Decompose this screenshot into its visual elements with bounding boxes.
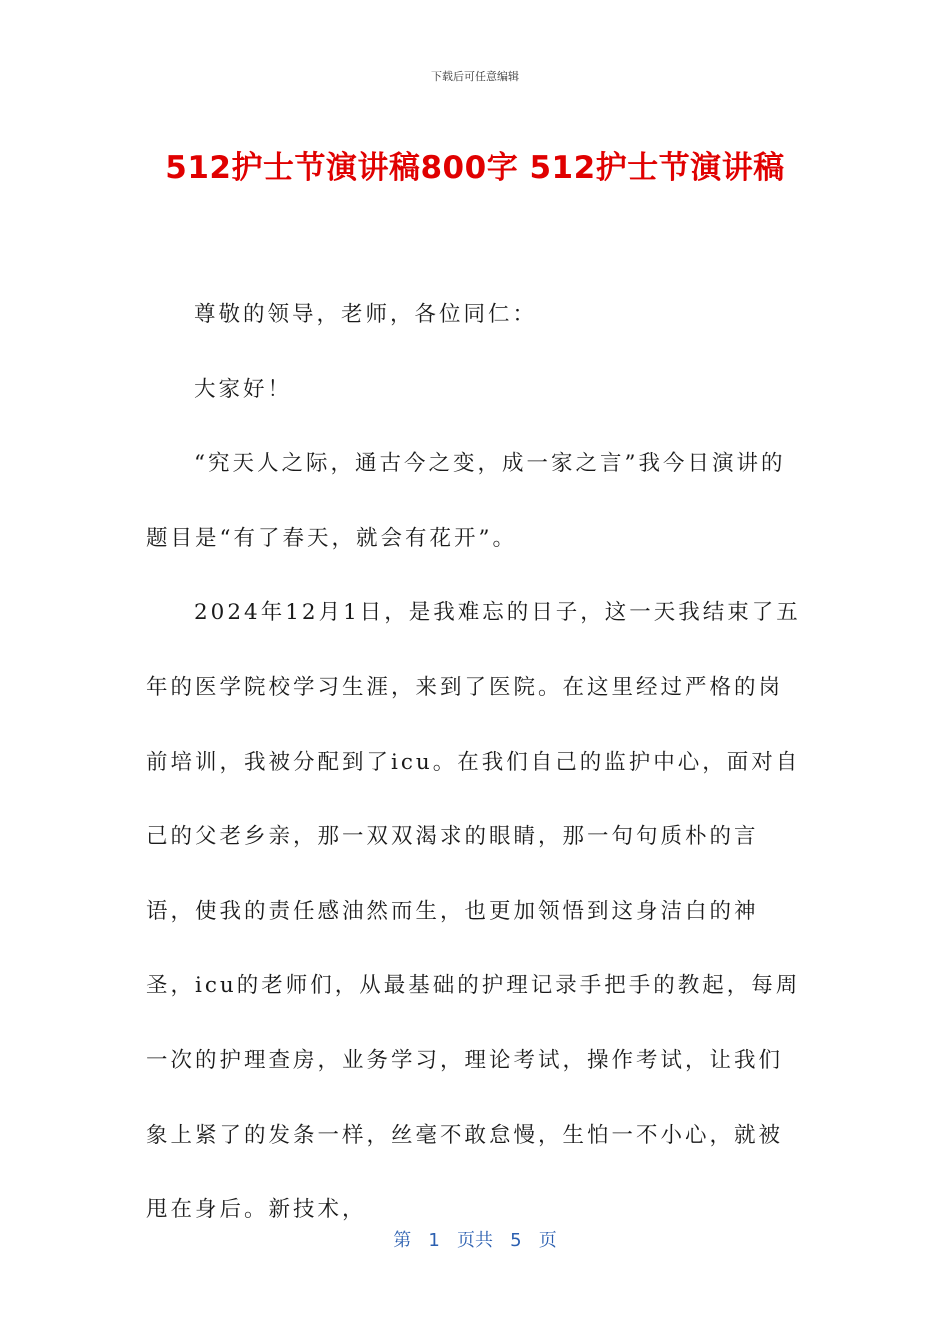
document-title: 512护士节演讲稿800字 512护士节演讲稿 <box>165 150 785 186</box>
current-page-number: 1 <box>428 1230 440 1251</box>
footer-middle: 页共 <box>457 1230 493 1251</box>
footer-prefix: 第 <box>393 1230 412 1251</box>
document-body <box>146 278 806 1248</box>
salutation-paragraph: 尊敬的领导，老师，各位同仁： <box>194 302 538 327</box>
intro-paragraph: “究天人之际，通古今之变，成一家之言”我今日演讲的题目是“有了春天，就会有花开”。 <box>146 451 786 551</box>
story-paragraph: 2024年12月1日，是我难忘的日子，这一天我结束了五年的医学院校学习生涯，来到了医院。在这里经过严格的岗前培训，我被分配到了icu。在我们自己的监护中心，面对自己的父老乡亲，那一双双渴求的眼睛，那一句句质朴的言语，使我的责任感油然而生，也更加领悟到这身洁白的神圣，icu的老师们，从最基础的护理记录手把手的教起，每周一次的护理查房，业务学习，理论考试，操作考试，让我们象上紧了的发条一样，丝毫不敢怠慢，生怕一不小心，就被甩在身后。新技术， <box>146 600 801 1223</box>
footer-suffix: 页 <box>538 1230 557 1251</box>
page-footer <box>0 1226 950 1252</box>
header-note: 下载后可任意编辑 <box>431 70 519 83</box>
greeting-paragraph: 大家好！ <box>194 376 293 402</box>
total-pages-number: 5 <box>510 1230 522 1251</box>
